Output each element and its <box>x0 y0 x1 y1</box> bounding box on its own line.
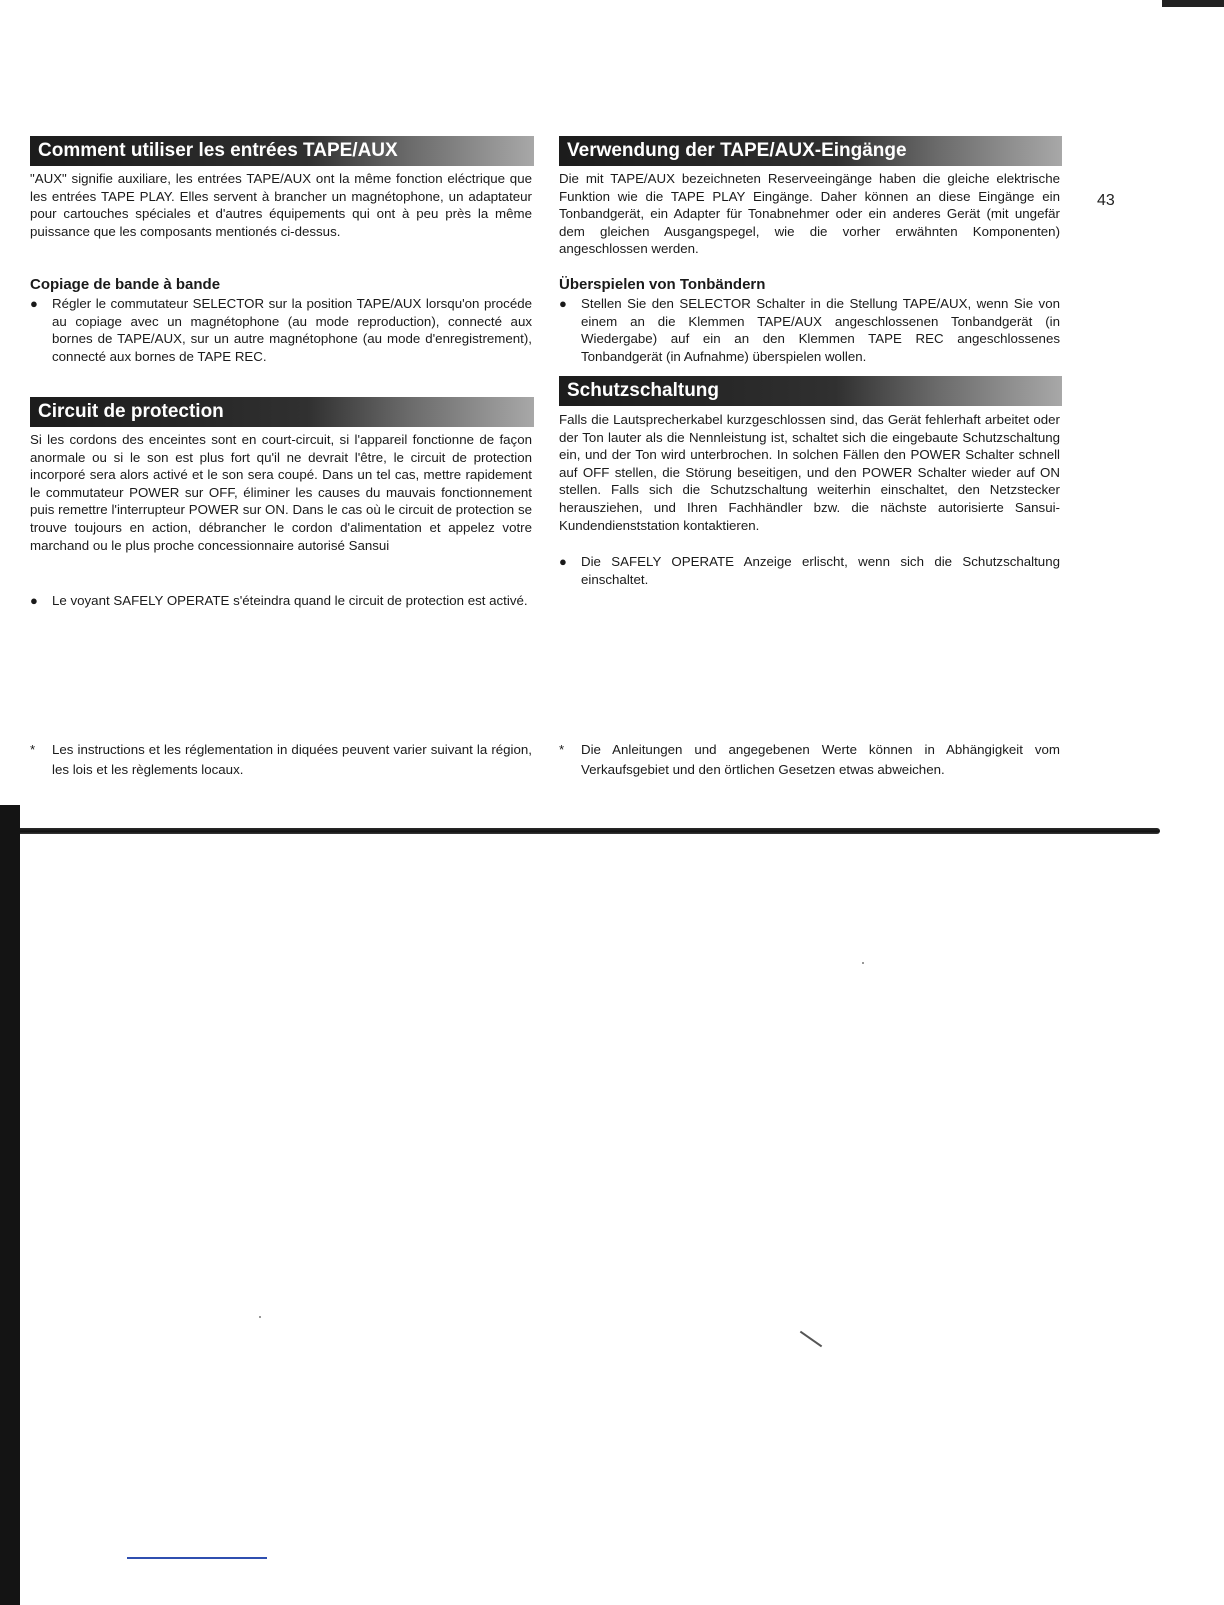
heading-circuit-protection: Circuit de protection <box>30 397 534 427</box>
bullet-safely-operate-fr <box>30 592 532 610</box>
heading-schutzschaltung: Schutzschaltung <box>559 376 1062 406</box>
page-number: 43 <box>1097 192 1115 209</box>
bullet-copiage <box>30 295 532 365</box>
bullet-safely-operate-de-text: Die SAFELY OPERATE Anzeige erlischt, wenn sich die Schutzschaltung einschaltet. <box>581 554 1060 587</box>
footnote-fr-text: Les instructions et les réglementation in diquées peuvent varier suivant la région, les lois et les règlements locaux. <box>52 742 532 777</box>
bullet-safely-operate-de <box>559 553 1060 588</box>
bullet-copiage-text: Régler le commutateur SELECTOR sur la position TAPE/AUX lorsqu'on procéde au copiage avec un magnétophone (au mode reproduction), connecté aux bornes de TAPE/AUX, sur un autre magnétophone (au mode d'enregistrement), connecté aux bornes de TAPE REC. <box>52 296 532 364</box>
protection-paragraph-fr: Si les cordons des enceintes sont en court-circuit, si l'appareil fonctionne de façon anormale ou si le son est plus fort qu'il ne devrait l'être, le circuit de protection incorporé sera alors activé et le son sera coupé. Dans un tel cas, mettre rapidement le commutateur POWER sur OFF, éliminer les causes du mauvais fonctionnement puis remettre l'interrupteur POWER sur ON. Dans le cas où le circuit de protection se trouve toujours en action, débrancher le cordon d'alimentation et appelez votre marchand ou le plus proche concessionnaire autorisé Sansui <box>30 432 532 553</box>
page-edge-left <box>0 805 20 1605</box>
bullet-safely-operate-fr-text: Le voyant SAFELY OPERATE s'éteindra quand le circuit de protection est activé. <box>52 593 528 608</box>
bullet-icon: ● <box>30 593 38 608</box>
bottom-blue-line <box>127 1557 267 1559</box>
protection-paragraph-de: Falls die Lautsprecherkabel kurzgeschlossen sind, das Gerät fehlerhaft arbeitet oder der Ton lauter als die Nennleistung ist, schaltet sich die eingebaute Schutzschaltung ein, und der Ton wird unterbrochen. In solchen Fällen den POWER Schalter schnell auf OFF stellen, die Störung beseitigen, und den POWER Schalter wieder auf ON stellen. Falls sich die Schutzschaltung weiterhin einschaltet, den Netzstecker herausziehen, und Ihren Fachhändler bzw. die nächste autorisierte Sansui-Kundendienststation kontaktieren. <box>559 412 1060 533</box>
bullet-ueberspielen <box>559 295 1060 365</box>
heading-tape-aux-de: Verwendung der TAPE/AUX-Eingänge <box>559 136 1062 166</box>
scan-speck <box>259 1316 261 1318</box>
subheading-copiage: Copiage de bande à bande <box>30 276 221 293</box>
footnote-fr <box>30 740 532 779</box>
bullet-icon: ● <box>30 296 38 311</box>
asterisk-icon: * <box>559 742 565 757</box>
bullet-icon: ● <box>559 296 567 311</box>
scan-scratch <box>800 1331 822 1348</box>
intro-paragraph-de: Die mit TAPE/AUX bezeichneten Reserveeingänge haben die gleiche elektrische Funktion wie die TAPE PLAY Eingänge. Daher können an diese Eingänge ein Tonbandgerät, ein Adapter für Tonabnehmer oder ein anderes Gerät (mit ungefär dem gleichen Ausgangspegel, wie die vorher erwähnten Komponenten) angeschlossen werden. <box>559 171 1060 257</box>
page-edge-rule <box>0 828 1160 834</box>
asterisk-icon: * <box>30 742 36 757</box>
footnote-de-text: Die Anleitungen und angegebenen Werte können in Abhängigkeit vom Verkaufsgebiet und den örtlichen Gesetzen etwas abweichen. <box>581 742 1060 777</box>
bullet-ueberspielen-text: Stellen Sie den SELECTOR Schalter in die Stellung TAPE/AUX, wenn Sie von einem an die Klemmen TAPE/AUX angeschlossenen Tonbandgerät (in Wiedergabe) auf ein an den Klemmen TAPE REC angeschlossenes Tonbandgerät (in Aufnahme) überspielen wollen. <box>581 296 1060 364</box>
heading-tape-aux-fr: Comment utiliser les entrées TAPE/AUX <box>30 136 534 166</box>
subheading-ueberspielen: Überspielen von Tonbändern <box>559 276 766 293</box>
corner-scan-mark <box>1162 0 1224 7</box>
footnote-de <box>559 740 1060 779</box>
bullet-icon: ● <box>559 554 567 569</box>
scan-speck <box>862 962 864 964</box>
intro-paragraph-fr: "AUX" signifie auxiliare, les entrées TAPE/AUX ont la même fonction eléctrique que les entrées TAPE PLAY. Elles servent à brancher un magnétophone, un adaptateur pour cartouches spéciales et d'autres équipements qui ont à peu près la même puissance que les composants mentionés ci-dessus. <box>30 171 532 239</box>
